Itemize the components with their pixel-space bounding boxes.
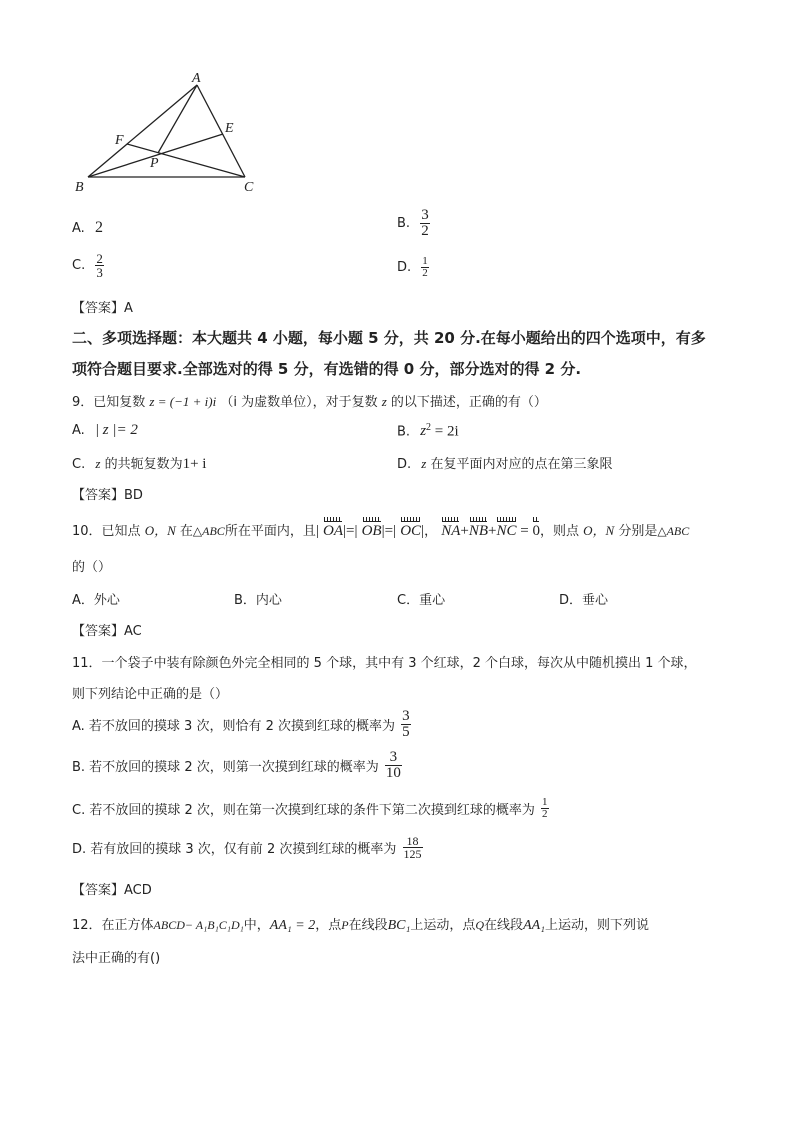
q8-option-d: D. $\frac{1}{2}$: [397, 255, 428, 279]
q10-stem-line2: 的（）: [72, 560, 112, 575]
q12-stem-line2: 法中正确的有(): [72, 951, 161, 966]
q11-option-d: D. 若有放回的摸球 3 次，仅有前 2 次摸到红球的概率为 $\frac{18}{125}$: [72, 834, 422, 861]
label-f: F: [115, 133, 124, 148]
q10-option-d: D．垂心: [559, 593, 609, 608]
q9-stem: 9．已知复数 z = (−1 + i)i （i 为虚数单位），对于复数 z 的以下描述，正确的有（）: [72, 394, 547, 410]
q9-answer: 【答案】BD: [72, 488, 143, 503]
q10-option-b: B．内心: [234, 593, 282, 608]
q10-stem: 10．已知点 O，N 在△ABC所在平面内，且| OA|=| OB|=| OC|， NA+NB+NC = 0，则点 O，N 分别是△ABC: [72, 523, 690, 539]
label-e: E: [225, 121, 234, 136]
q8-option-a: A. 2: [72, 219, 103, 236]
q9-option-c: C. z 的共轭复数为1+ i: [72, 456, 207, 472]
label-c: C: [244, 180, 254, 195]
q10-option-a: A．外心: [72, 593, 120, 608]
q11-stem-line1: 11．一个袋子中装有除颜色外完全相同的 5 个球，其中有 3 个红球，2 个白球，每次从中随机摸出 1 个球，: [72, 656, 697, 671]
q11-option-c: C. 若不放回的摸球 2 次，则在第一次摸到红球的条件下第二次摸到红球的概率为 $\frac{1}{2}$: [72, 796, 548, 820]
section2-heading-line2: 项符合题目要求.全部选对的得 5 分，有选错的得 0 分，部分选对的得 2 分.: [72, 360, 582, 378]
q11-option-b: B. 若不放回的摸球 2 次，则第一次摸到红球的概率为 $\frac{3}{10}$: [72, 749, 401, 781]
label-b: B: [75, 180, 84, 195]
label-a: A: [192, 71, 201, 86]
q9-option-d: D. z 在复平面内对应的点在第三象限: [397, 456, 613, 472]
label-p: P: [150, 156, 159, 171]
q11-stem-line2: 则下列结论中正确的是（）: [72, 687, 229, 702]
segment-cf: [127, 144, 245, 177]
segment-ap: [158, 85, 197, 153]
q8-answer: 【答案】A: [72, 301, 133, 316]
edge-ac: [197, 85, 245, 177]
q11-option-a: A. 若不放回的摸球 3 次，则恰有 2 次摸到红球的概率为 $\frac{3}{5}$: [72, 708, 410, 740]
q8-option-b: B. $\frac{3}{2}$: [397, 207, 429, 239]
q9-option-b: B. $z^2 = 2i$: [397, 422, 459, 440]
triangle-figure: [70, 68, 270, 198]
q12-stem: 12．在正方体ABCD− A₁B₁C₁D₁中，AA₁ = 2，点P在线段BC₁上运动，点Q在线段AA₁上运动，则下列说: [72, 918, 650, 933]
q10-answer: 【答案】AC: [72, 624, 142, 639]
q11-answer: 【答案】ACD: [72, 883, 152, 898]
section2-heading-line1: 二、多项选择题：本大题共 4 小题，每小题 5 分，共 20 分.在每小题给出的四个选项中，有多: [72, 329, 706, 347]
edge-ab: [88, 85, 197, 177]
q10-option-c: C．重心: [397, 593, 446, 608]
q9-option-a: A. | z |= 2: [72, 422, 138, 438]
q8-option-c: C. $\frac{2}{3}$: [72, 251, 103, 280]
